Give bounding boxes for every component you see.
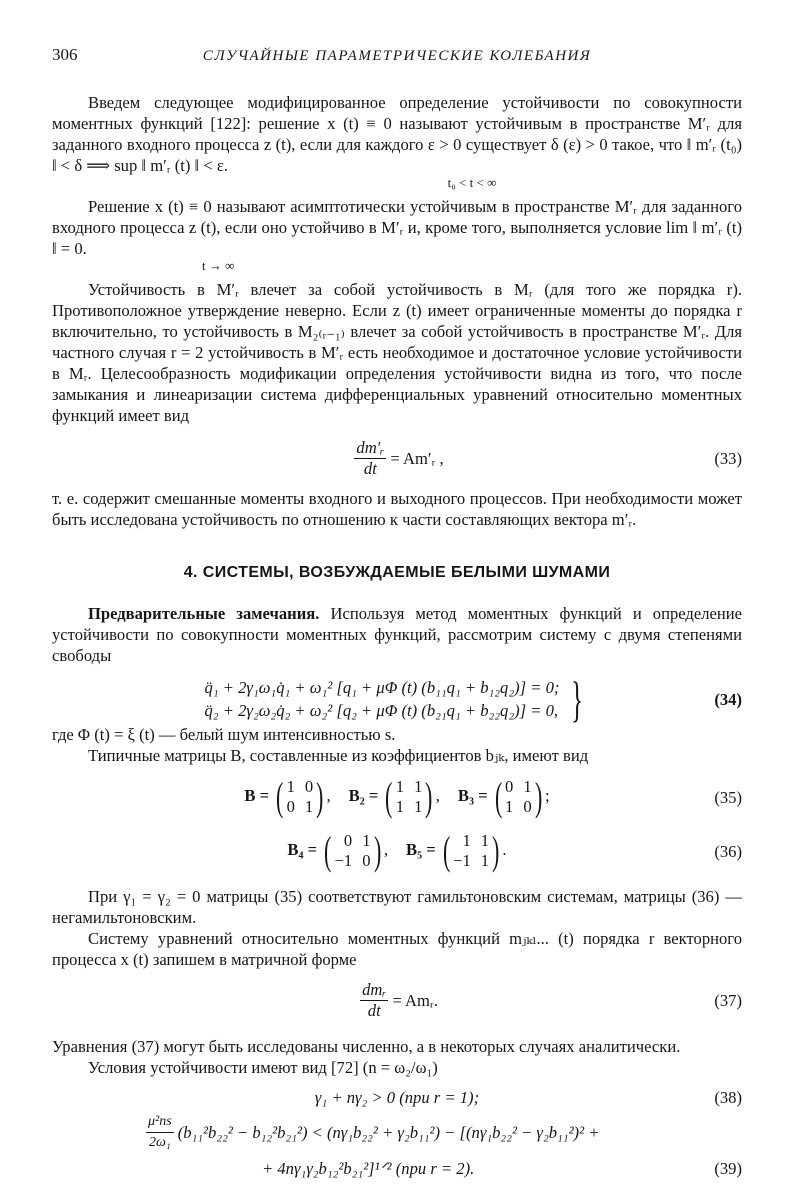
matrix-b4: B₄ = ( 0 1 −1 0 ) ,	[287, 828, 388, 873]
matrix-cell: 1	[304, 797, 314, 816]
paragraph-hamiltonian: При γ₁ = γ₂ = 0 матрицы (35) соответствуют гамильтоновским системам, матрицы (36) — негамильтоновским.	[52, 887, 742, 927]
eq33-fraction	[354, 438, 386, 479]
matrix-cell: 1	[395, 777, 405, 796]
preliminary-remarks-text: Используя метод моментных функций и определение устойчивости по совокупности моментных функций, рассмотрим систему с двумя степенями свободы	[52, 604, 742, 665]
matrix-cell: 1	[480, 851, 490, 870]
eq35-number: (35)	[714, 787, 742, 807]
matrix-cell: 1	[286, 777, 295, 796]
paragraph-matrix-form: Систему уравнений относительно моментных функций mⱼₖₗ... (t) порядка r векторного процесса x (t) запишем в матричной форме	[52, 929, 742, 969]
equation-36	[52, 826, 742, 876]
page-number: 306	[52, 45, 78, 64]
book-page	[52, 44, 742, 1180]
matrix-separator: ,	[326, 785, 331, 805]
eq39-fraction	[146, 1112, 174, 1153]
eq39-numerator: μ²ns	[146, 1112, 174, 1133]
paragraph-numerical-analysis: Уравнения (37) могут быть исследованы численно, а в некоторых случаях аналитически.	[52, 1037, 681, 1056]
matrix-cell: 0	[286, 797, 295, 816]
eq33-number: (33)	[714, 448, 742, 468]
matrix-cell: 0	[362, 851, 371, 870]
matrix-separator: .	[502, 839, 507, 859]
eq33-numerator: dm′ᵣ	[356, 437, 385, 457]
matrix-cell: 1	[395, 797, 405, 816]
matrix-separator: ,	[435, 785, 440, 805]
equation-39	[52, 1112, 742, 1180]
eq39-line-1-wrap	[142, 1112, 599, 1153]
paragraph-white-noise: где Φ (t) = ξ (t) — белый шум интенсивностью s.	[52, 725, 396, 744]
equation-33	[52, 436, 742, 480]
equation-35	[52, 772, 742, 822]
eq37-rhs: = Amᵣ.	[392, 990, 438, 1010]
matrix-b5: B₅ = ( 1 1 −1 1 ) .	[406, 828, 507, 873]
matrix-cell: 1	[523, 777, 532, 796]
matrix-cell: 0	[505, 777, 514, 796]
paragraph-asymptotic-stability: Решение x (t) ≡ 0 называют асимптотически устойчивым в пространстве M′ᵣ для заданного входного процесса z (t), если оно устойчиво в M′ᵣ и, кроме того, выполняется условие lim ‖ m′ᵣ (t) ‖ = 0.	[52, 197, 742, 258]
matrix-b3: B₃ = ( 0 1 1 0 ) ;	[457, 774, 550, 819]
matrix-b2: B₂ = ( 1 1 1 1 ) ,	[348, 774, 440, 819]
page-header	[52, 44, 742, 70]
eq38-number: (38)	[714, 1087, 742, 1107]
sup-subscript: t₀ < t < ∞	[447, 175, 497, 190]
eq39-denominator: 2ω₁	[148, 1135, 171, 1150]
running-title: СЛУЧАЙНЫЕ ПАРАМЕТРИЧЕСКИЕ КОЛЕБАНИЯ	[202, 48, 592, 64]
eq34-line-2: q̈₂ + 2γ₂ω₂q̇₂ + ω₂² [q₂ + μΦ (t) (b₂₁q₁ + b₂₂q₂)] = 0,	[204, 701, 559, 720]
eq36-number: (36)	[714, 841, 742, 861]
matrix-cell: 1	[414, 777, 423, 796]
paragraph-mixed-moments: т. е. содержит смешанные моменты входного и выходного процессов. При необходимости может быть исследована устойчивость по отношению к части составляющих вектора m′ᵣ.	[52, 489, 742, 529]
matrix-cell: 0	[523, 797, 532, 816]
matrix-cell: 0	[304, 777, 314, 796]
eq39-line-2: + 4nγ₁γ₂b₁₂²b₂₁²]¹ᐟ² (при r = 2).	[262, 1159, 475, 1178]
matrix-cell: 1	[505, 797, 514, 816]
eq39-line-1: (b₁₁²b₂₂² − b₁₂²b₂₁²) < (nγ₁b₂₂² + γ₂b₁₁²) − [(nγ₁b₂₂² − γ₂b₁₁²)² +	[177, 1123, 600, 1142]
eq37-number: (37)	[714, 990, 742, 1010]
matrix-b5-label: B₅ =	[406, 839, 436, 859]
paragraph-preliminary-remarks	[52, 603, 742, 666]
matrix-separator: ,	[383, 839, 388, 859]
eq34-brace: }	[571, 671, 584, 727]
matrix-cell: 1	[462, 831, 471, 850]
matrix-cell: 0	[343, 831, 353, 850]
paragraph-stability-definition: Введем следующее модифицированное определение устойчивости по совокупности моментных функций [122]: решение x (t) ≡ 0 называют устойчивым в пространстве M′ᵣ для заданного входного процесса z (t), если для каждого ε > 0 существует δ (ε) > 0 такое, что ‖ m′ᵣ (t₀) ‖ < δ ⟹ sup ‖ m′ᵣ (t) ‖ < ε.	[52, 93, 742, 175]
matrix-cell: 1	[414, 797, 423, 816]
paragraph-typical-matrices: Типичные матрицы B, составленные из коэффициентов bⱼₖ, имеют вид	[88, 746, 589, 765]
matrix-b: B = ( 1 0 0 1 ) ,	[244, 774, 331, 819]
eq33-denominator: dt	[363, 458, 377, 478]
matrix-b3-label: B₃ =	[457, 785, 488, 805]
matrix-cell: 1	[362, 831, 371, 850]
matrix-separator: ;	[544, 785, 550, 805]
section-title: 4. СИСТЕМЫ, ВОЗБУЖДАЕМЫЕ БЕЛЫМИ ШУМАМИ	[183, 564, 611, 581]
equation-34	[52, 671, 742, 727]
eq37-fraction	[360, 980, 388, 1021]
equation-38	[52, 1084, 742, 1110]
paragraph-stability-conditions: Условия устойчивости имеют вид [72] (n = ω₂/ω₁)	[88, 1058, 438, 1077]
equation-37	[52, 978, 742, 1022]
eq37-denominator: dt	[367, 1000, 381, 1020]
lim-subscript: t → ∞	[202, 258, 235, 273]
eq39-number: (39)	[714, 1159, 742, 1178]
eq34-number: (34)	[714, 689, 742, 709]
matrix-cell: 1	[480, 831, 490, 850]
matrix-b4-label: B₄ =	[287, 839, 318, 859]
eq34-system	[205, 676, 560, 722]
paragraph-stability-implication: Устойчивость в M′ᵣ влечет за собой устойчивость в Mᵣ (для того же порядка r). Противоположное утверждение неверно. Если z (t) имеет ограниченные моменты до порядка r включительно, то устойчивость в M₂₍ᵣ₋₁₎ влечет за собой устойчивость в пространстве M′ᵣ. Для частного случая r = 2 устойчивость в M′ᵣ есть необходимое и достаточное условие устойчивости в Mᵣ. Целесообразность модификации определения устойчивости видна из того, что после замыкания и линеаризации система дифференциальных уравнений относительно моментных функций имеет вид	[52, 280, 742, 425]
eq38-body: γ₁ + nγ₂ > 0 (при r = 1);	[314, 1087, 480, 1107]
matrix-cell: −1	[334, 851, 353, 870]
eq34-line-1: q̈₁ + 2γ₁ω₁q̇₁ + ω₁² [q₁ + μΦ (t) (b₁₁q₁ + b₁₂q₂)] = 0;	[204, 678, 560, 697]
preliminary-remarks-lead: Предварительные замечания.	[88, 604, 320, 623]
eq37-numerator: dmᵣ	[362, 979, 387, 999]
matrix-b-label: B =	[244, 785, 270, 805]
matrix-b2-label: B₂ =	[348, 785, 379, 805]
eq33-rhs: = Am′ᵣ ,	[390, 448, 444, 468]
matrix-cell: −1	[453, 851, 471, 870]
